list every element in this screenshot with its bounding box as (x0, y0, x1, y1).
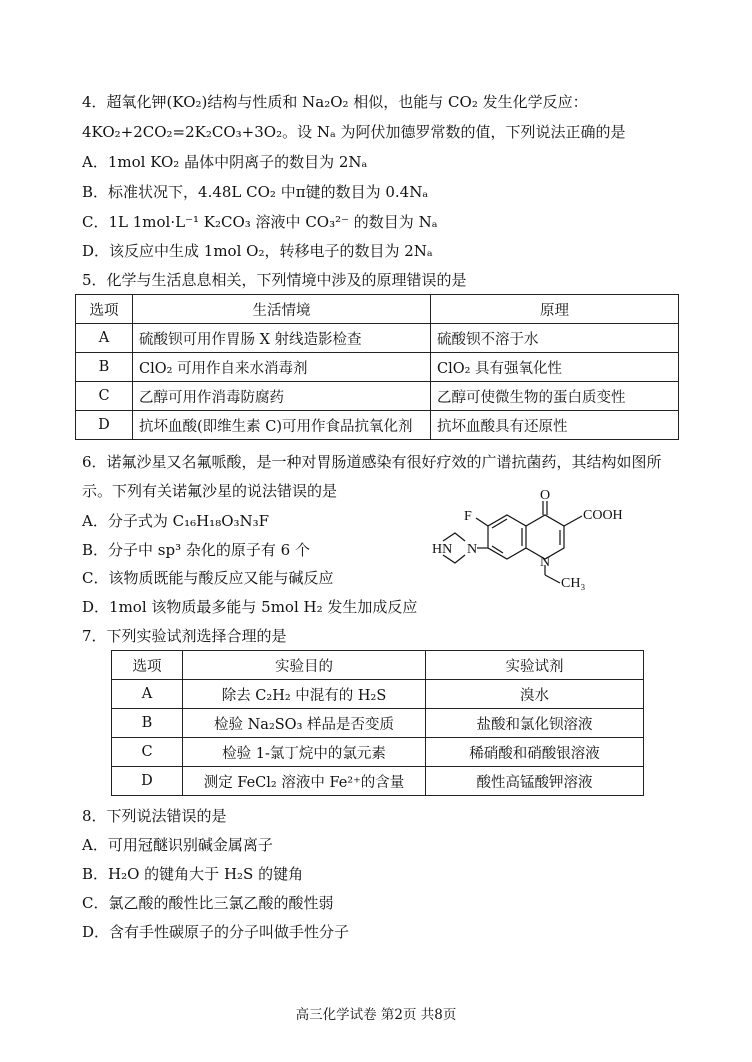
carbonyl-o-label: O (540, 488, 551, 503)
table-cell: 硫酸钡可用作胃肠 X 射线造影检查 (133, 324, 431, 353)
table-cell: D (112, 767, 183, 796)
table-cell: D (76, 411, 133, 440)
table-header-cell: 生活情境 (133, 295, 431, 324)
table-cell: 溴水 (426, 680, 644, 709)
table-row (76, 353, 679, 382)
q4-option-c: C．1L 1mol·L⁻¹ K₂CO₃ 溶液中 CO₃²⁻ 的数目为 Nₐ (82, 213, 438, 231)
q6-stem-line2: 示。下列有关诺氟沙星的说法错误的是 (82, 482, 338, 500)
q8-option-d: D．含有手性碳原子的分子叫做手性分子 (82, 923, 350, 941)
table-cell: C (76, 382, 133, 411)
table-cell: 抗坏血酸具有还原性 (431, 411, 679, 440)
q6-stem-line1: 6．诺氟沙星又名氟哌酸，是一种对胃肠道感染有很好疗效的广谱抗菌药，其结构如图所 (82, 453, 662, 471)
table-cell: 酸性高锰酸钾溶液 (426, 767, 644, 796)
page-footer: 高三化学试卷 第2页 共8页 (295, 1007, 457, 1023)
q4-stem-line1: 4．超氧化钾(KO₂)结构与性质和 Na₂O₂ 相似，也能与 CO₂ 发生化学反应： (82, 93, 588, 111)
table-cell: 乙醇可使微生物的蛋白质变性 (431, 382, 679, 411)
q6-option-a: A．分子式为 C₁₆H₁₈O₃N₃F (82, 512, 270, 530)
table-cell: 除去 C₂H₂ 中混有的 H₂S (183, 680, 426, 709)
q6-option-c: C．该物质既能与酸反应又能与碱反应 (82, 569, 334, 587)
norfloxacin-structure (432, 487, 642, 597)
q6-option-d: D．1mol 该物质最多能与 5mol H₂ 发生加成反应 (82, 598, 418, 616)
q8-option-a: A．可用冠醚识别碱金属离子 (82, 836, 273, 854)
cooh-label: COOH (583, 508, 623, 523)
table-row (112, 680, 644, 709)
q8-option-c: C．氯乙酸的酸性比三氯乙酸的酸性弱 (82, 894, 334, 912)
q7-table (111, 650, 644, 796)
table-header-cell: 选项 (112, 651, 183, 680)
table-cell: 抗坏血酸(即维生素 C)可用作食品抗氧化剂 (133, 411, 431, 440)
q7-stem: 7．下列实验试剂选择合理的是 (82, 627, 287, 645)
table-header-cell: 选项 (76, 295, 133, 324)
table-row (76, 382, 679, 411)
q6-option-b: B．分子中 sp³ 杂化的原子有 6 个 (82, 541, 310, 559)
table-cell: C (112, 738, 183, 767)
table-header-cell: 实验目的 (183, 651, 426, 680)
table-cell: 硫酸钡不溶于水 (431, 324, 679, 353)
table-cell: 检验 Na₂SO₃ 样品是否变质 (183, 709, 426, 738)
table-cell: 测定 FeCl₂ 溶液中 Fe²⁺的含量 (183, 767, 426, 796)
ring-n-label: N (540, 555, 551, 570)
piperazine-n-label: N (467, 542, 478, 557)
table-row (112, 767, 644, 796)
table-cell: 检验 1-氯丁烷中的氯元素 (183, 738, 426, 767)
ch3-label: CH₃ (561, 576, 586, 591)
q4-option-d: D．该反应中生成 1mol O₂，转移电子的数目为 2Nₐ (82, 242, 433, 260)
q5-table (75, 294, 679, 440)
q8-option-b: B．H₂O 的键角大于 H₂S 的键角 (82, 865, 304, 883)
table-cell: A (76, 324, 133, 353)
table-cell: ClO₂ 具有强氧化性 (431, 353, 679, 382)
q8-stem: 8．下列说法错误的是 (82, 807, 227, 825)
table-cell: ClO₂ 可用作自来水消毒剂 (133, 353, 431, 382)
q4-option-a: A．1mol KO₂ 晶体中阴离子的数目为 2Nₐ (82, 153, 368, 171)
table-cell: 盐酸和氯化钡溶液 (426, 709, 644, 738)
table-cell: 乙醇可用作消毒防腐药 (133, 382, 431, 411)
table-row (76, 324, 679, 353)
table-row (76, 411, 679, 440)
table-cell: 稀硝酸和硝酸银溶液 (426, 738, 644, 767)
table-row (112, 738, 644, 767)
table-header-row (76, 295, 679, 324)
q4-option-b: B．标准状况下，4.48L CO₂ 中π键的数目为 0.4Nₐ (82, 183, 429, 201)
fluorine-label: F (464, 509, 472, 524)
table-header-row (112, 651, 644, 680)
q5-stem: 5．化学与生活息息相关，下列情境中涉及的原理错误的是 (82, 271, 467, 289)
table-header-cell: 原理 (431, 295, 679, 324)
table-cell: B (112, 709, 183, 738)
table-row (112, 709, 644, 738)
table-cell: B (76, 353, 133, 382)
hn-label: HN (432, 542, 453, 557)
table-header-cell: 实验试剂 (426, 651, 644, 680)
table-cell: A (112, 680, 183, 709)
q4-stem-line2: 4KO₂+2CO₂=2K₂CO₃+3O₂。设 Nₐ 为阿伏加德罗常数的值，下列说法正确的是 (82, 123, 626, 141)
